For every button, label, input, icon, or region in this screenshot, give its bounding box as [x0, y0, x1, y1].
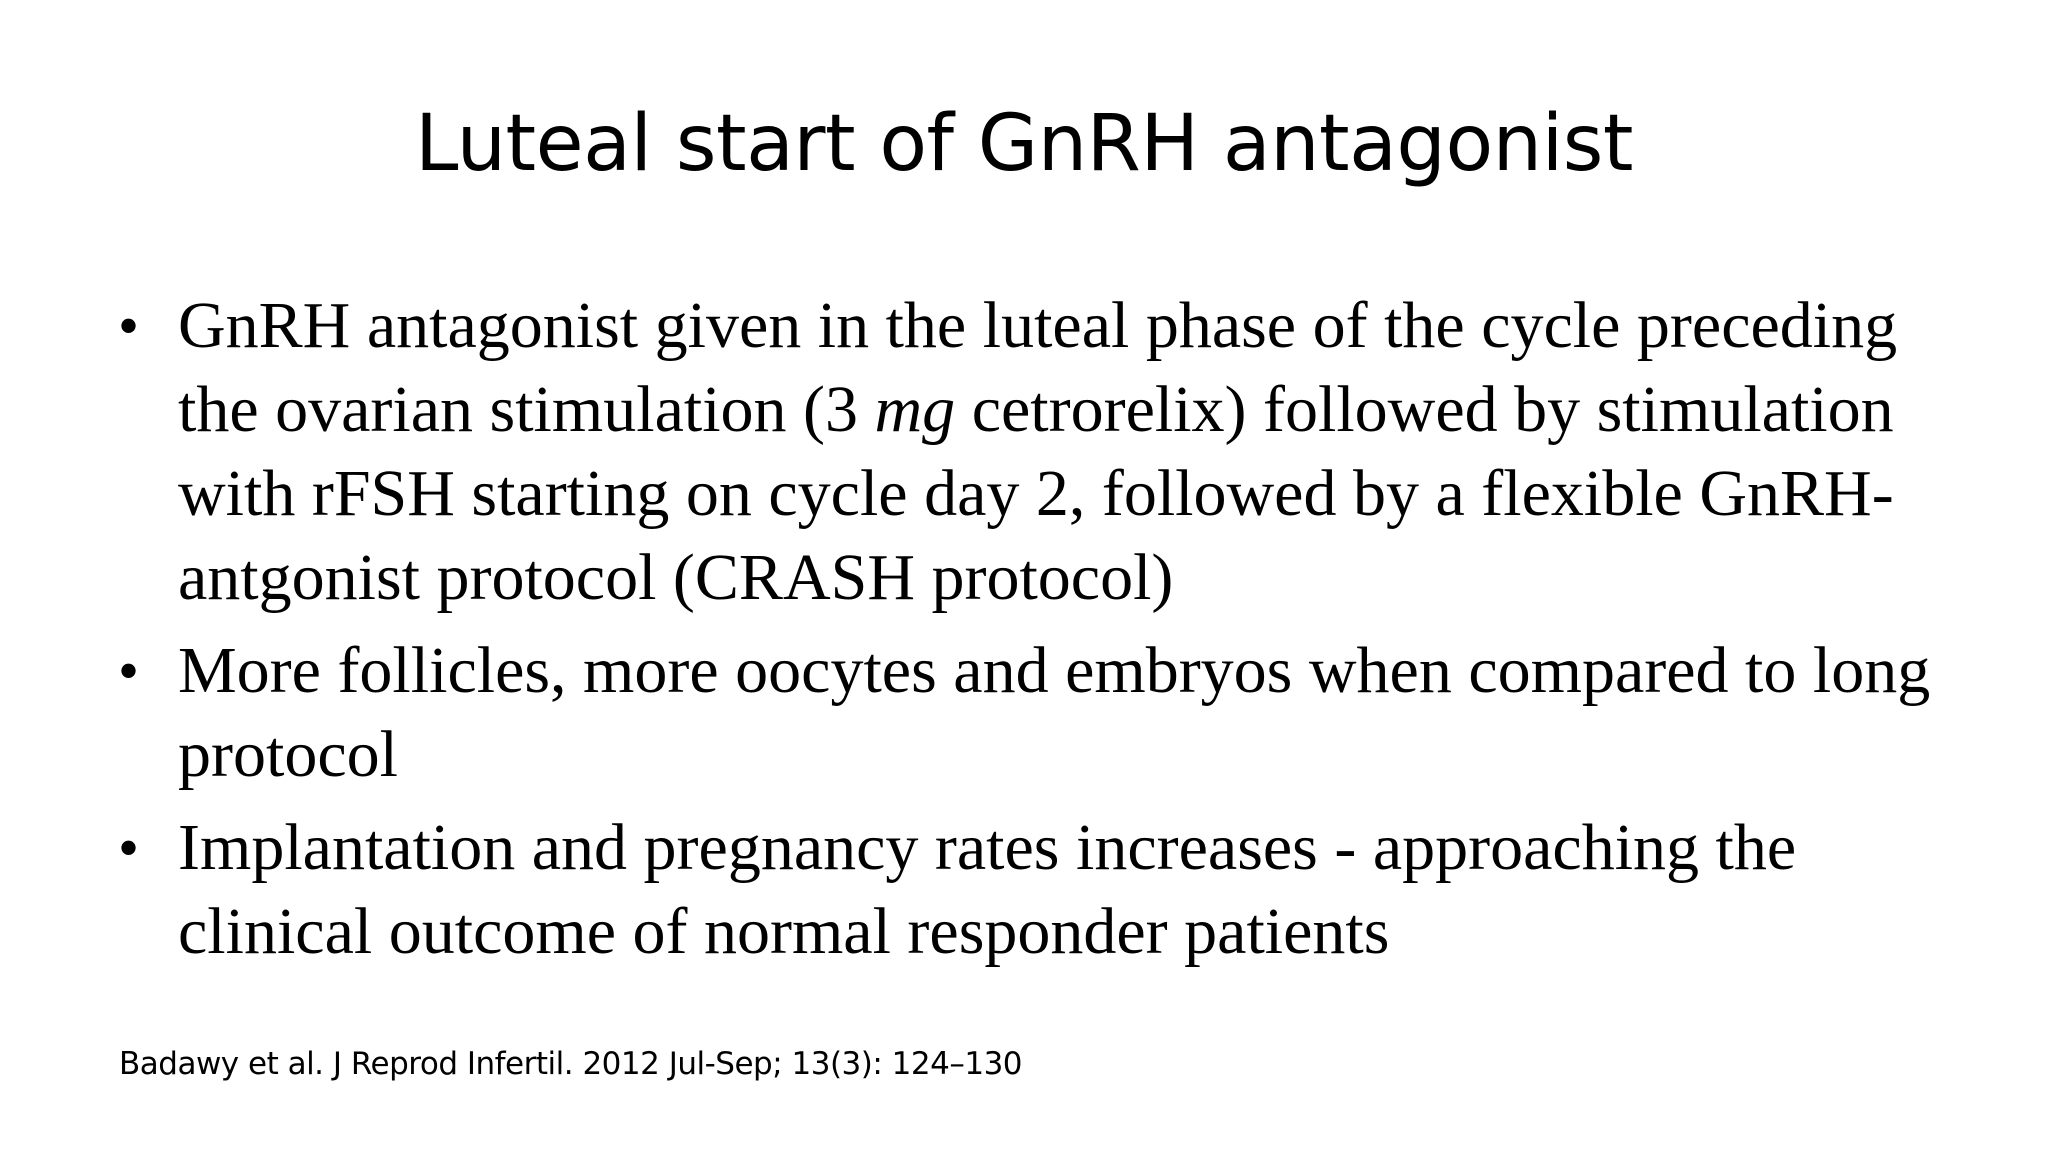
- bullet-item-luteal-start: [118, 284, 1958, 620]
- bullet-text-part: GnRH antagonist given in the luteal phase of the cycle preceding the ovarian stimulation (3: [178, 289, 1898, 446]
- bullet-text-emphasis: mg: [874, 373, 956, 446]
- bullet-item-implantation-rates: [118, 806, 1958, 974]
- bullet-item-more-follicles: [118, 629, 1958, 797]
- bullet-icon: •: [118, 815, 140, 881]
- bullet-text: More follicles, more oocytes and embryos when compared to long protocol: [178, 634, 1931, 791]
- bullet-list: [118, 284, 1958, 983]
- citation: Badawy et al. J Reprod Infertil. 2012 Jul-Sep; 13(3): 124–130: [119, 1046, 1023, 1082]
- bullet-icon: •: [118, 293, 140, 359]
- slide-title: Luteal start of GnRH antagonist: [415, 99, 1633, 189]
- bullet-text: Implantation and pregnancy rates increases - approaching the clinical outcome of normal responder patients: [178, 811, 1797, 968]
- bullet-text-part: cetrorelix) followed by stimulation with rFSH starting on cycle day 2, followed by a flexible GnRH-antgonist protocol (CRASH protocol): [178, 373, 1894, 614]
- bullet-icon: •: [118, 638, 140, 704]
